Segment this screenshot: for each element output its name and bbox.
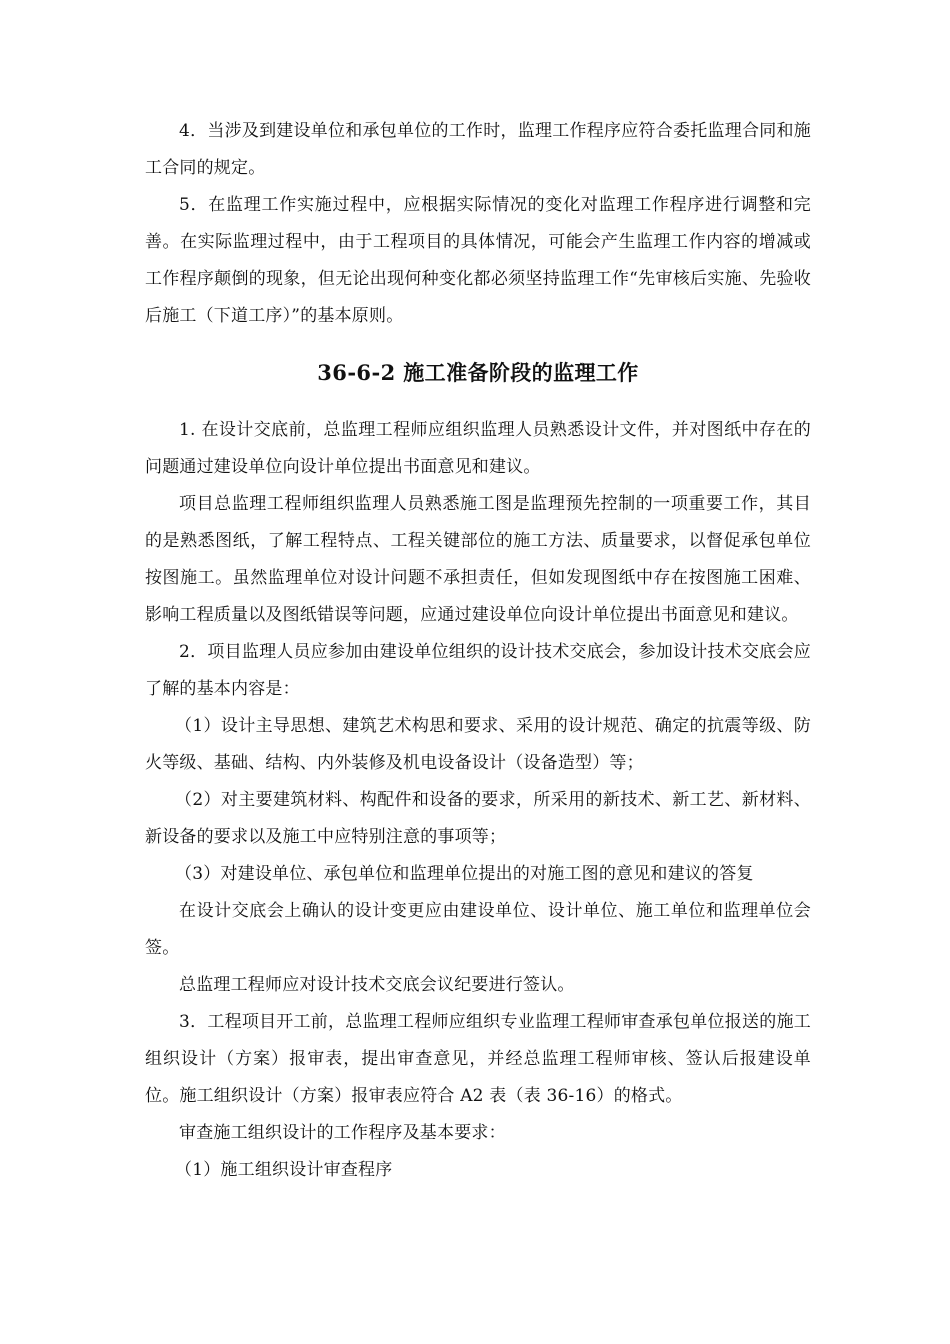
paragraph-technical-briefing: 2．项目监理人员应参加由建设单位组织的设计技术交底会，参加设计技术交底会应了解的基本内容是： <box>145 642 811 699</box>
paragraph-item-5: 5．在监理工作实施过程中，应根据实际情况的变化对监理工作程序进行调整和完善。在实际监理过程中，由于工程项目的具体情况，可能会产生监理工作内容的增减或工作程序颠倒的现象，但无论出现何种变化都必须坚持监理工作“先审核后实施、先验收后施工（下道工序）”的基本原则。 <box>145 195 811 326</box>
paragraph-item-4: 4．当涉及到建设单位和承包单位的工作时，监理工作程序应符合委托监理合同和施工合同的规定。 <box>145 121 811 178</box>
paragraph-design-change-signoff: 在设计交底会上确认的设计变更应由建设单位、设计单位、施工单位和监理单位会签。 <box>145 901 811 958</box>
document-body <box>145 113 811 1189</box>
list-item-review-procedure: （1）施工组织设计审查程序 <box>175 1160 393 1180</box>
paragraph-review-requirements: 审查施工组织设计的工作程序及基本要求： <box>179 1123 506 1143</box>
paragraph-drawing-familiarization: 项目总监理工程师组织监理人员熟悉施工图是监理预先控制的一项重要工作，其目的是熟悉图纸，了解工程特点、工程关键部位的施工方法、质量要求，以督促承包单位按图施工。虽然监理单位对设计问题不承担责任，但如发现图纸中存在按图施工困难、影响工程质量以及图纸错误等问题，应通过建设单位向设计单位提出书面意见和建议。 <box>145 494 811 625</box>
paragraph-construction-plan-review: 3．工程项目开工前，总监理工程师应组织专业监理工程师审查承包单位报送的施工组织设计（方案）报审表，提出审查意见，并经总监理工程师审核、签认后报建设单位。施工组织设计（方案）报审表应符合 A2 表（表 36-16）的格式。 <box>145 1012 811 1106</box>
list-item-design-content-2: （2）对主要建筑材料、构配件和设备的要求，所采用的新技术、新工艺、新材料、新设备的要求以及施工中应特别注意的事项等； <box>145 790 811 847</box>
paragraph-meeting-minutes: 总监理工程师应对设计技术交底会议纪要进行签认。 <box>179 975 575 995</box>
section-heading: 36-6-2 施工准备阶段的监理工作 <box>317 360 639 385</box>
list-item-design-content-3: （3）对建设单位、承包单位和监理单位提出的对施工图的意见和建议的答复 <box>175 864 754 884</box>
paragraph-design-review: 1. 在设计交底前，总监理工程师应组织监理人员熟悉设计文件，并对图纸中存在的问题通过建设单位向设计单位提出书面意见和建议。 <box>145 420 811 477</box>
list-item-design-content-1: （1）设计主导思想、建筑艺术构思和要求、采用的设计规范、确定的抗震等级、防火等级、基础、结构、内外装修及机电设备设计（设备造型）等； <box>145 716 811 773</box>
